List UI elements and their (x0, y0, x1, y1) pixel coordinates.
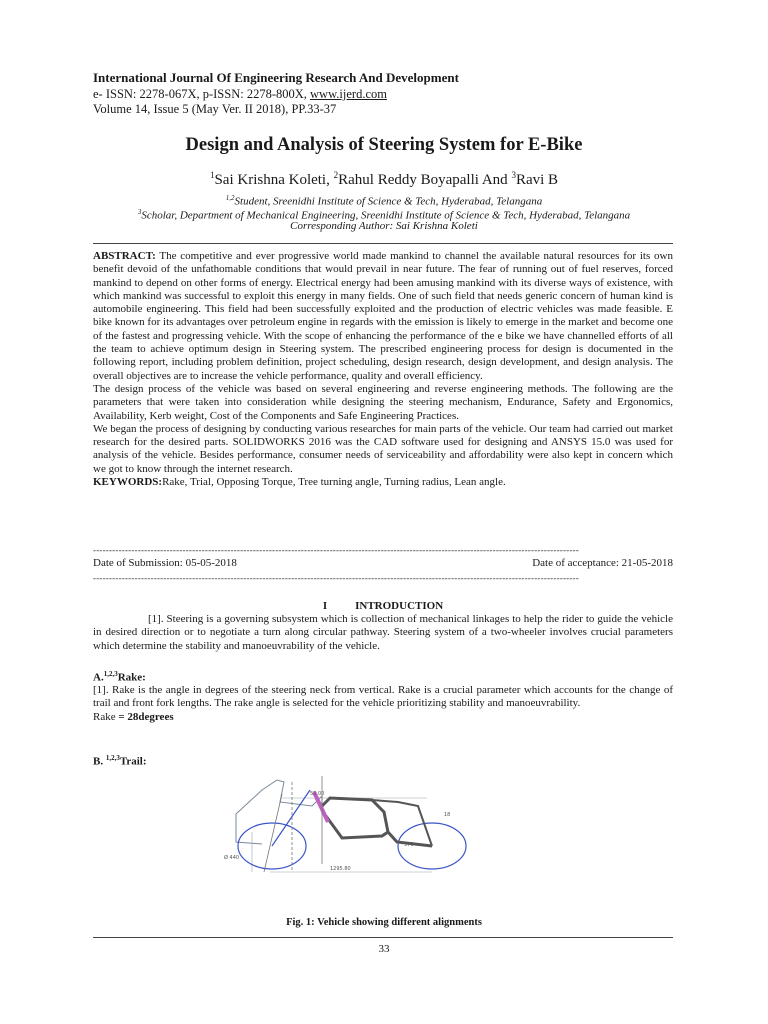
rake-paragraph (93, 684, 673, 724)
frame-bottom (326, 816, 388, 838)
figure-caption: Fig. 1: Vehicle showing different alignments (286, 917, 482, 928)
issn-line (93, 87, 693, 102)
abstract-label: ABSTRACT: (93, 250, 156, 262)
submission-date: Date of Submission: 05-05-2018 (93, 557, 237, 569)
dashed-separator: -------------------------------------------------------------------------------------------------------------------------------------------------------- (93, 573, 579, 583)
keywords-label: KEYWORDS: (93, 476, 163, 489)
rake-text: [1]. Rake is the angle in degrees of the steering neck from vertical. Rake is a crucial parameter which accounts for the change of trail and front fork lengths. The rake angle is selected for the vehicle prioritizing stability and manoeuvrability. (93, 684, 673, 710)
section-number: I (322, 600, 328, 612)
subsection-sup: 1,2,3 (103, 670, 118, 678)
section-heading (93, 600, 673, 612)
dimension-label: Ø 440 (224, 855, 240, 861)
rake-value: = 28degrees (118, 710, 174, 723)
author-name: Ravi B (515, 172, 559, 188)
dimension-label: 55.00 (310, 791, 325, 797)
journal-name: International Journal Of Engineering Research And Development (93, 70, 459, 85)
subsection-prefix: B. (93, 755, 106, 768)
abstract-top-rule (93, 243, 673, 244)
corresponding-author: Corresponding Author: Sai Krishna Koleti (290, 220, 478, 232)
dimension-label: 1295.80 (330, 866, 351, 872)
abstract-paragraph (93, 250, 673, 383)
author-sup: 3 (511, 170, 516, 180)
keywords-line (93, 476, 673, 489)
abstract-block (93, 250, 673, 489)
intro-text: [1]. Steering is a governing subsystem which is collection of mechanical linkages to help the rider to guide the vehicle in desired direction or to negotiate a turn along circular pathway. Steering system of a two-wheeler involves crucial parameters which determine the stability and manoeuvrability of the vehicle. (93, 613, 673, 652)
rake-label: Rake (93, 710, 119, 723)
author-list (0, 170, 768, 189)
trail-line (264, 794, 282, 872)
subsection-sup: 1,2,3 (105, 754, 120, 762)
vehicle-alignment-figure (222, 772, 474, 882)
subsection-b-heading (93, 754, 147, 768)
author-name: Sai Krishna Koleti, (214, 172, 334, 188)
dimension-label: 18 (444, 812, 451, 818)
date-line (93, 557, 673, 569)
abstract-paragraph: We began the process of designing by conducting various researches for main parts of the vehicle. Our team had carried out market research for the desired parts. SOLIDWORKS 2016 was the CAD software used for designing and ANSYS 15.0 was used for analysis of the vehicle. Besides performance, consumer needs of serviceability and affordability were also kept in concern which we got to know through the internet research. (93, 422, 673, 475)
journal-website-link[interactable]: www.ijerd.com (310, 87, 387, 101)
page-number: 33 (378, 943, 390, 955)
intro-paragraph (93, 613, 673, 653)
affiliation-text: Scholar, Department of Mechanical Engineering, Sreenidhi Institute of Science & Tech, Hyderabad, Telangana (141, 209, 631, 222)
dimension-label: 370 (404, 842, 414, 848)
keywords-text: Rake, Trial, Opposing Torque, Tree turning angle, Turning radius, Lean angle. (162, 476, 506, 489)
author-name: Rahul Reddy Boyapalli And (338, 172, 512, 188)
rake-value-line (93, 711, 673, 724)
section-title: INTRODUCTION (355, 600, 444, 612)
subsection-a-heading (93, 670, 146, 684)
author-sup: 1 (209, 170, 215, 180)
affiliation-sup: 3 (137, 208, 142, 216)
author-sup: 2 (333, 170, 339, 180)
acceptance-date: Date of acceptance: 21-05-2018 (532, 557, 673, 569)
abstract-text: The competitive and ever progressive world made mankind to channel the available natural resources for its own benefit devoid of the unfathomable conditions that would prevail in near future. The fear of running out of fuel reserves, forced mankind to depend on other forms of energy. Electrical energy had been amusing mankind with its diverse ways of existence, with which mankind was successful to exploit this energy in many fields. One of such field that needs generic concern of human kind is automobile engineering. This field had been successfully exploited and the production of electric vehicles was made feasible. E bike known for its advantages over petroleum engine in regards with the emission is likely to emerge in the market and become one of the fastest and progressing vehicle. With the scope of enhancing the performance of the e bike we have channelled efforts of all the team to achieve optimum design in Steering system. The prescribed engineering process for design is documented in the following report, including problem definition, project scheduling, design research, design development, and design analysis. The overall objectives are to increase the vehicle performance, quality and overall efficiency. (93, 250, 673, 382)
subsection-title: Trail: (119, 755, 147, 768)
abstract-paragraph: The design process of the vehicle was based on several engineering and reverse engineering methods. The following are the parameters that were taken into consideration while designing the steering mechanism, Endurance, Safety and Ergonomics, Availability, Kerb weight, Cost of the Components and Safe Engineering Practices. (93, 382, 673, 422)
subsection-title: Rake: (117, 671, 146, 684)
affiliation-sup: 1,2 (225, 194, 235, 202)
subsection-prefix: A. (93, 671, 104, 684)
paper-title: Design and Analysis of Steering System for E-Bike (185, 135, 583, 155)
affiliation-text: Student, Sreenidhi Institute of Science & Tech, Hyderabad, Telangana (234, 195, 543, 208)
body-outline (236, 780, 325, 814)
volume-line: Volume 14, Issue 5 (May Ver. II 2018), PP.33-37 (93, 102, 337, 116)
footer-rule (93, 937, 673, 938)
dashed-separator: -------------------------------------------------------------------------------------------------------------------------------------------------------- (93, 545, 579, 555)
issn-text: e- ISSN: 2278-067X, p-ISSN: 2278-800X, (93, 87, 311, 101)
